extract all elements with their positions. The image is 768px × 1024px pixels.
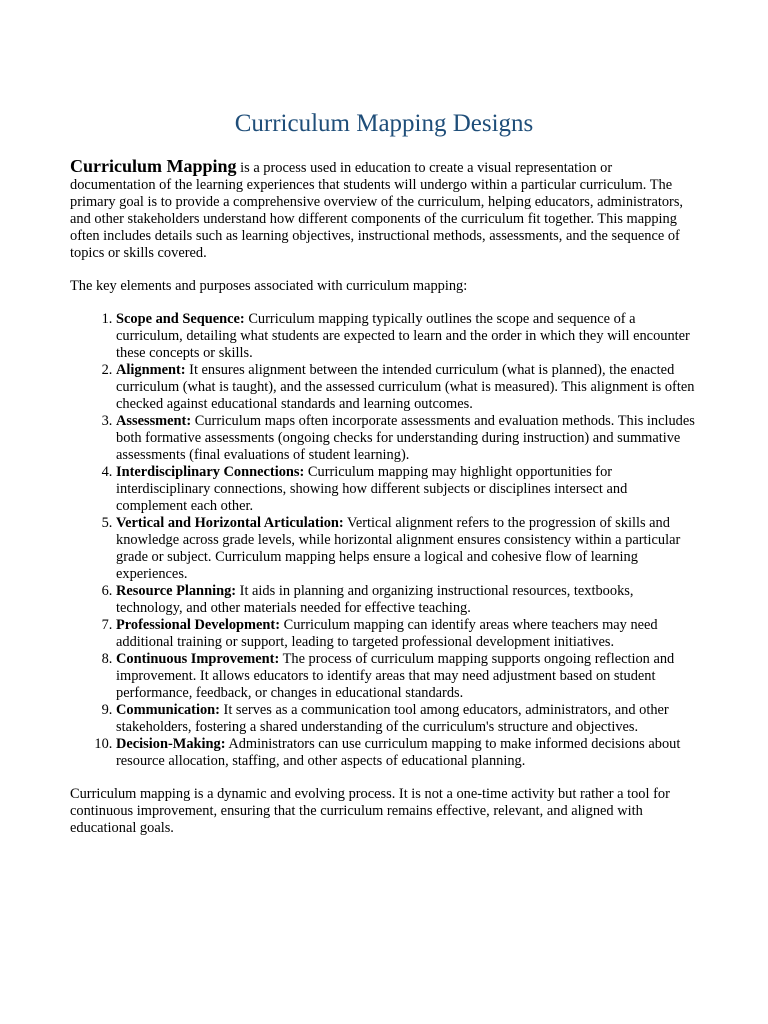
list-item-text: Vertical alignment refers to the progression of skills and knowledge across grade levels, while horizontal alignment ensures consistency within a particular grade or subject. Curriculum mapping helps ensure a logical and cohesive flow of learning experiences. bbox=[116, 515, 681, 582]
list-item-term: Alignment: bbox=[116, 362, 186, 378]
list-item bbox=[116, 702, 698, 736]
list-item bbox=[116, 464, 698, 515]
page-title: Curriculum Mapping Designs bbox=[234, 110, 534, 137]
intro-paragraph bbox=[70, 158, 698, 262]
list-item-text: The process of curriculum mapping supports ongoing reflection and improvement. It allows educators to identify areas that may need adjustment based on student performance, feedback, or changes in educational standards. bbox=[116, 651, 675, 701]
list-item-term: Professional Development: bbox=[116, 617, 281, 633]
list-item-term: Communication: bbox=[116, 702, 220, 718]
list-item bbox=[116, 617, 698, 651]
list-item-text: It aids in planning and organizing instructional resources, textbooks, technology, and other materials needed for effective teaching. bbox=[116, 583, 634, 616]
intro-text: is a process used in education to create a visual representation or documentation of the learning experiences that students will undergo within a particular curriculum. The primary goal is to provide a comprehensive overview of the curriculum, helping educators, administrators, and other stakeholders understand how different components of the curriculum fit together. This mapping often includes details such as learning objectives, instructional methods, assessments, and the sequence of topics or skills covered. bbox=[70, 160, 684, 261]
list-item bbox=[116, 736, 698, 770]
list-item-term: Assessment: bbox=[116, 413, 192, 429]
list-item bbox=[116, 311, 698, 362]
list-item bbox=[116, 651, 698, 702]
key-elements-list bbox=[70, 311, 698, 770]
list-item bbox=[116, 413, 698, 464]
list-item bbox=[116, 362, 698, 413]
list-item-term: Continuous Improvement: bbox=[116, 651, 280, 667]
list-item-text: Curriculum mapping typically outlines the scope and sequence of a curriculum, detailing what students are expected to learn and the order in which they will encounter these concepts or skills. bbox=[116, 311, 690, 361]
list-item-term: Decision-Making: bbox=[116, 736, 226, 752]
list-item-text: It ensures alignment between the intended curriculum (what is planned), the enacted curriculum (what is taught), and the assessed curriculum (what is measured). This alignment is often checked against educational standards and learning outcomes. bbox=[116, 362, 695, 412]
list-item-text: Curriculum maps often incorporate assessments and evaluation methods. This includes both formative assessments (ongoing checks for understanding during instruction) and summative assessments (final evaluations of student learning). bbox=[116, 413, 695, 463]
list-item-text: It serves as a communication tool among educators, administrators, and other stakeholders, fostering a shared understanding of the curriculum's structure and objectives. bbox=[116, 702, 669, 735]
list-item bbox=[116, 515, 698, 583]
list-item-text: Curriculum mapping may highlight opportunities for interdisciplinary connections, showing how different subjects or disciplines intersect and complement each other. bbox=[116, 464, 628, 514]
list-item-term: Resource Planning: bbox=[116, 583, 237, 599]
list-item bbox=[116, 583, 698, 617]
list-item-text: Administrators can use curriculum mapping to make informed decisions about resource allocation, staffing, and other aspects of educational planning. bbox=[116, 736, 681, 769]
list-item-term: Scope and Sequence: bbox=[116, 311, 245, 327]
list-item-term: Vertical and Horizontal Articulation: bbox=[116, 515, 344, 531]
list-item-text: Curriculum mapping can identify areas where teachers may need additional training or support, leading to targeted professional development initiatives. bbox=[116, 617, 658, 650]
closing-paragraph: Curriculum mapping is a dynamic and evolving process. It is not a one-time activity but rather a tool for continuous improvement, ensuring that the curriculum remains effective, relevant, and aligned with educational goals. bbox=[70, 786, 670, 836]
list-item-term: Interdisciplinary Connections: bbox=[116, 464, 305, 480]
intro-term: Curriculum Mapping bbox=[70, 156, 237, 176]
elements-lead: The key elements and purposes associated with curriculum mapping: bbox=[70, 278, 468, 294]
